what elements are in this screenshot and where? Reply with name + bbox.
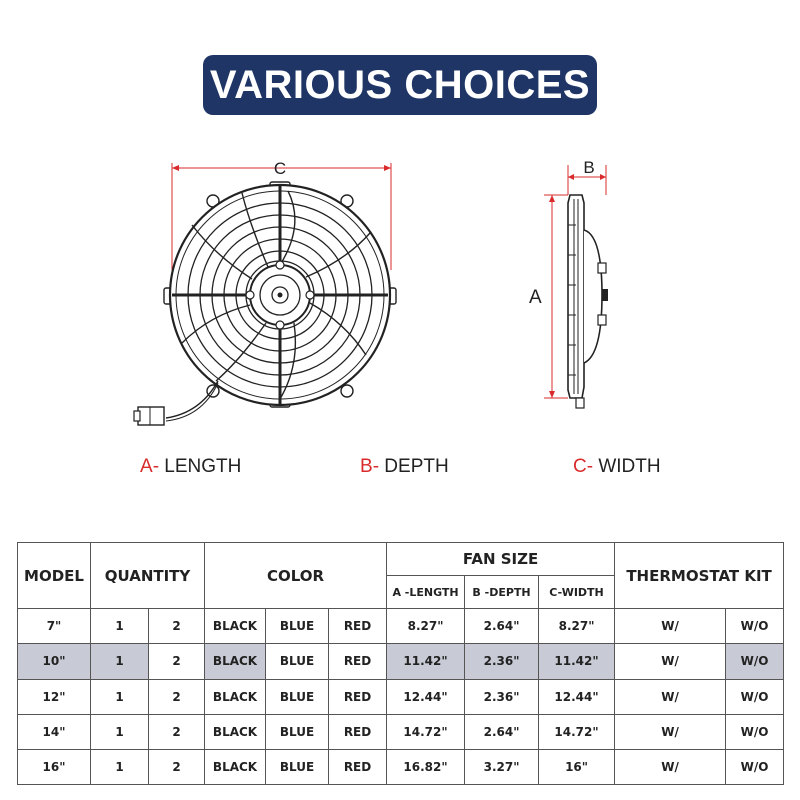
page-title-banner — [203, 55, 597, 115]
legend-depth-key: B — [360, 456, 373, 477]
cell-color-red: RED — [329, 749, 387, 784]
header-color: COLOR — [205, 543, 387, 609]
cell-color-black: BLACK — [205, 749, 266, 784]
cell-thermostat-with: W/ — [615, 679, 726, 714]
cell-a-length: 16.82" — [387, 749, 465, 784]
table-row — [18, 644, 784, 679]
cell-b-depth: 2.64" — [465, 609, 539, 644]
cell-quantity-1: 1 — [91, 609, 149, 644]
cell-thermostat-without: W/O — [726, 749, 784, 784]
cell-c-width: 8.27" — [539, 609, 615, 644]
header-c-width: C-WIDTH — [539, 576, 615, 609]
dimension-b-label: B — [583, 158, 595, 177]
cell-b-depth: 2.36" — [465, 644, 539, 679]
dimension-b — [568, 158, 606, 195]
cell-c-width: 14.72" — [539, 714, 615, 749]
cell-thermostat-with: W/ — [615, 749, 726, 784]
legend-length-text: LENGTH — [164, 456, 242, 477]
cell-quantity-1: 1 — [91, 644, 149, 679]
table-row — [18, 609, 784, 644]
header-thermostat-kit: THERMOSTAT KIT — [615, 543, 784, 609]
header-a-length: A -LENGTH — [387, 576, 465, 609]
cell-model: 16" — [18, 749, 91, 784]
cell-quantity-1: 1 — [91, 749, 149, 784]
cell-color-blue: BLUE — [266, 749, 329, 784]
header-model: MODEL — [18, 543, 91, 609]
cell-color-blue: BLUE — [266, 609, 329, 644]
fan-side-view — [520, 155, 620, 415]
header-fan-size: FAN SIZE — [387, 543, 615, 576]
cell-quantity-2: 2 — [149, 749, 205, 784]
cell-quantity-2: 2 — [149, 679, 205, 714]
cell-b-depth: 2.64" — [465, 714, 539, 749]
cell-thermostat-without: W/O — [726, 679, 784, 714]
legend-length-key: A — [140, 456, 153, 477]
table-row — [18, 679, 784, 714]
cell-quantity-2: 2 — [149, 644, 205, 679]
cell-quantity-1: 1 — [91, 714, 149, 749]
cell-a-length: 8.27" — [387, 609, 465, 644]
legend-width-text: WIDTH — [598, 456, 661, 477]
legend-width-key: C — [573, 456, 587, 477]
cell-color-black: BLACK — [205, 714, 266, 749]
dimension-a-label: A — [529, 287, 542, 308]
cell-model: 14" — [18, 714, 91, 749]
dimension-a — [544, 195, 568, 398]
header-b-depth: B -DEPTH — [465, 576, 539, 609]
legend-depth-text: DEPTH — [384, 456, 449, 477]
cell-model: 10" — [18, 644, 91, 679]
cell-color-blue: BLUE — [266, 679, 329, 714]
cell-a-length: 12.44" — [387, 679, 465, 714]
cell-c-width: 16" — [539, 749, 615, 784]
spec-table — [17, 542, 784, 785]
cell-color-blue: BLUE — [266, 644, 329, 679]
legend-depth: B- DEPTH — [360, 456, 449, 477]
cell-color-black: BLACK — [205, 609, 266, 644]
cell-color-red: RED — [329, 644, 387, 679]
header-quantity: QUANTITY — [91, 543, 205, 609]
cell-color-black: BLACK — [205, 644, 266, 679]
cell-color-red: RED — [329, 714, 387, 749]
cell-thermostat-without: W/O — [726, 609, 784, 644]
cell-color-red: RED — [329, 679, 387, 714]
cell-color-blue: BLUE — [266, 714, 329, 749]
cell-thermostat-with: W/ — [615, 644, 726, 679]
cell-thermostat-without: W/O — [726, 714, 784, 749]
cell-c-width: 12.44" — [539, 679, 615, 714]
cell-b-depth: 2.36" — [465, 679, 539, 714]
cell-model: 7" — [18, 609, 91, 644]
cell-a-length: 14.72" — [387, 714, 465, 749]
table-header-row — [18, 543, 784, 576]
cell-c-width: 11.42" — [539, 644, 615, 679]
table-row — [18, 714, 784, 749]
page-title: VARIOUS CHOICES — [209, 62, 591, 107]
cell-thermostat-with: W/ — [615, 609, 726, 644]
dimension-c-label: C — [273, 159, 287, 178]
cell-a-length: 11.42" — [387, 644, 465, 679]
table-row — [18, 749, 784, 784]
cell-thermostat-without: W/O — [726, 644, 784, 679]
cell-b-depth: 3.27" — [465, 749, 539, 784]
legend-length: A- LENGTH — [140, 456, 242, 477]
cell-model: 12" — [18, 679, 91, 714]
wire-connector — [134, 407, 164, 425]
legend-width: C- WIDTH — [573, 456, 661, 477]
cell-color-black: BLACK — [205, 679, 266, 714]
fan-front-view — [130, 155, 410, 435]
cell-quantity-1: 1 — [91, 679, 149, 714]
cell-color-red: RED — [329, 609, 387, 644]
cell-thermostat-with: W/ — [615, 714, 726, 749]
cell-quantity-2: 2 — [149, 714, 205, 749]
cell-quantity-2: 2 — [149, 609, 205, 644]
